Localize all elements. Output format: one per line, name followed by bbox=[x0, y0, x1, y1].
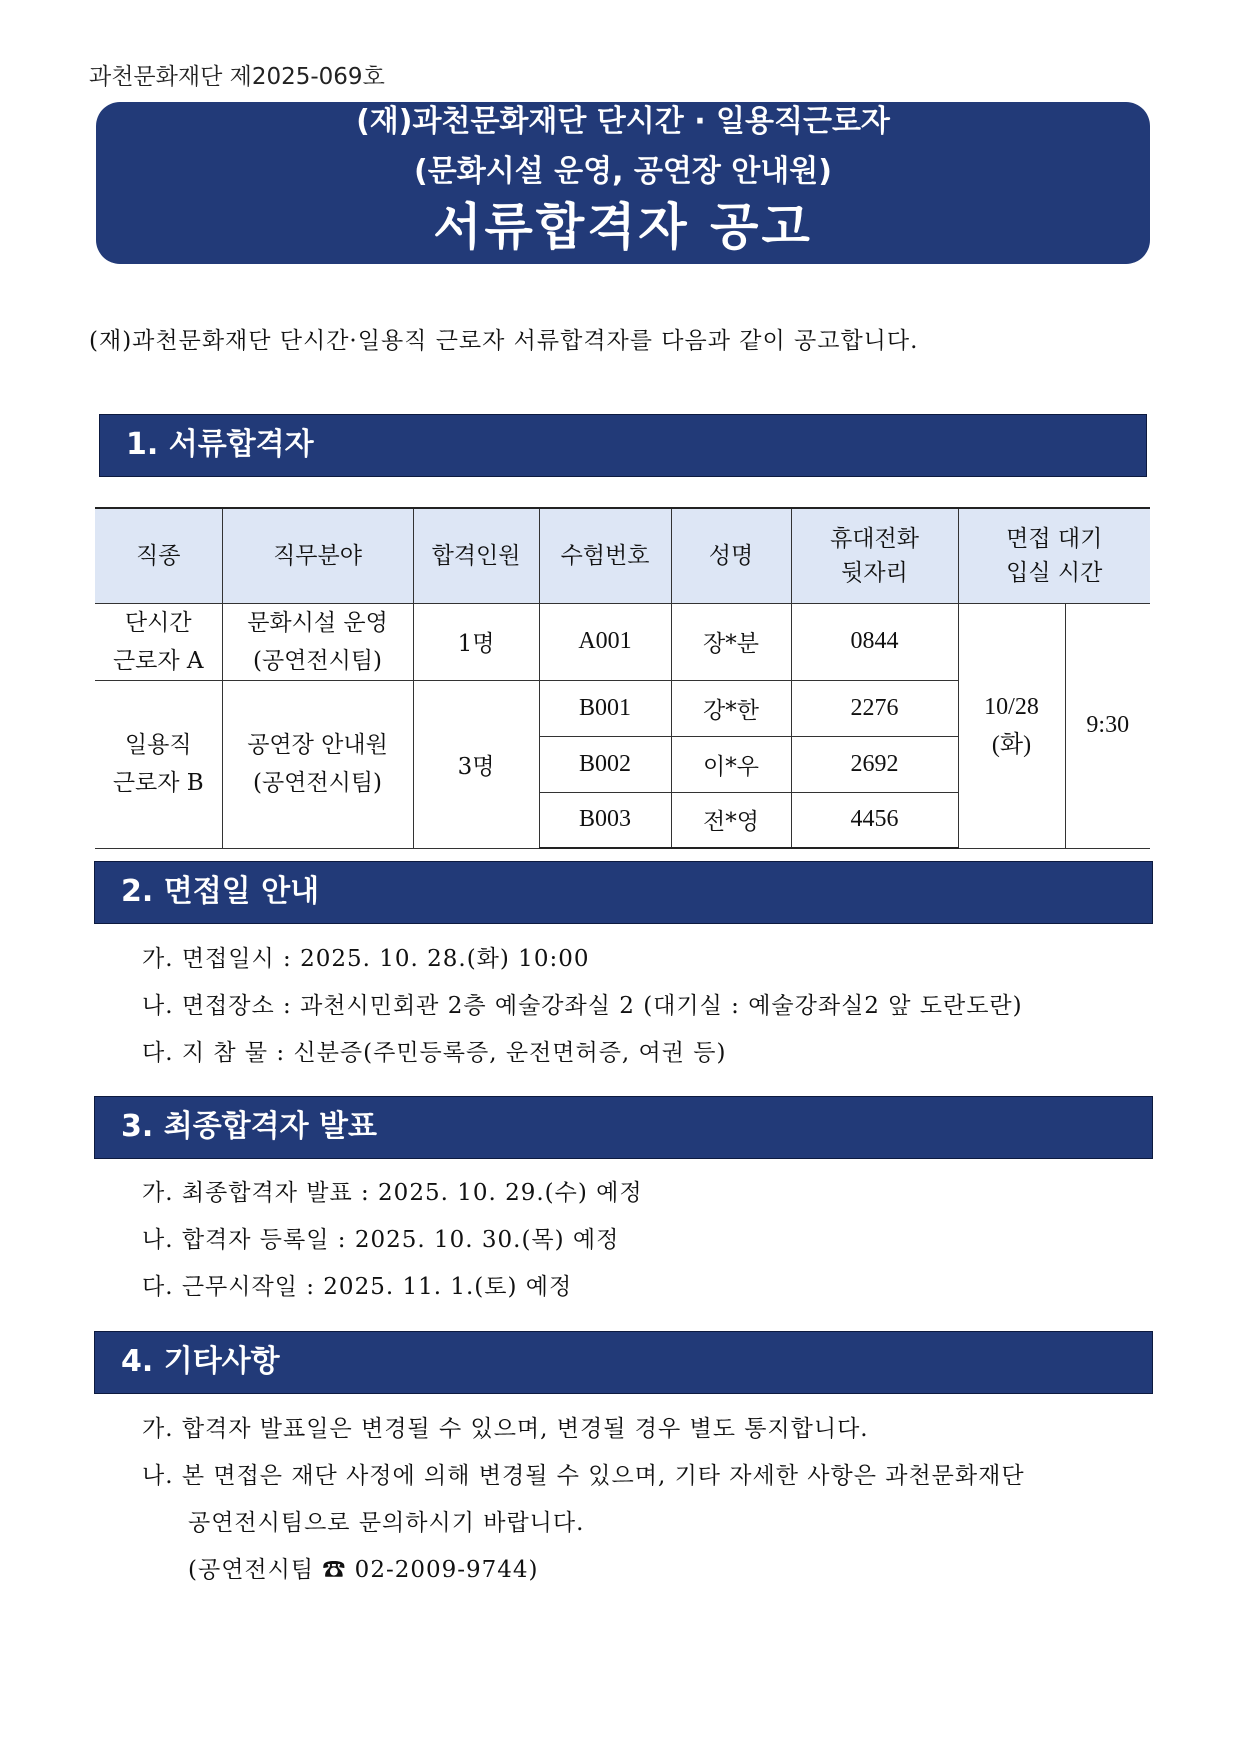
exam-no-cell: B001 bbox=[539, 680, 671, 736]
header-phone bbox=[791, 508, 958, 603]
interview-weekday: (화) bbox=[991, 731, 1032, 758]
exam-no-cell: B002 bbox=[539, 736, 671, 792]
interview-date-cell bbox=[958, 603, 1065, 848]
results-table bbox=[95, 507, 1150, 849]
name-cell: 장*분 bbox=[671, 603, 791, 680]
phone-cell: 2276 bbox=[791, 680, 958, 736]
header-phone-line1: 휴대전화 bbox=[830, 525, 919, 552]
other-info-list bbox=[142, 1406, 1025, 1594]
interview-date: 10/28 bbox=[984, 693, 1039, 720]
job-type-line2: 근로자 A bbox=[112, 647, 204, 674]
list-item: 나. 본 면접은 재단 사정에 의해 변경될 수 있으며, 기타 자세한 사항은 과천문화재단 bbox=[142, 1463, 1025, 1489]
header-count: 합격인원 bbox=[413, 508, 539, 603]
job-type-line1: 일용직 bbox=[124, 732, 192, 758]
job-type-line1: 단시간 bbox=[124, 609, 192, 636]
section-header-results bbox=[99, 414, 1147, 477]
field-line1: 문화시설 운영 bbox=[247, 609, 388, 636]
list-item: 가. 합격자 발표일은 변경될 수 있으며, 변경될 경우 별도 통지합니다. bbox=[142, 1416, 869, 1442]
header-exam-no: 수험번호 bbox=[539, 508, 671, 603]
field-cell bbox=[222, 603, 413, 680]
job-type-line2: 근로자 B bbox=[112, 770, 204, 796]
header-name: 성명 bbox=[671, 508, 791, 603]
document-number: 과천문화재단 제2025-069호 bbox=[89, 64, 385, 90]
contact-info: (공연전시팀 ☎ 02-2009-9744) bbox=[188, 1557, 539, 1583]
banner-title-line1: (재)과천문화재단 단시간 · 일용직근로자 bbox=[356, 104, 890, 139]
interview-info-list bbox=[142, 936, 1023, 1077]
section-header-interview bbox=[94, 861, 1153, 924]
count-cell: 1명 bbox=[413, 603, 539, 680]
list-item: 공연전시팀으로 문의하시기 바랍니다. bbox=[188, 1510, 585, 1536]
table-row bbox=[95, 603, 1150, 680]
list-item: 다. 근무시작일 : 2025. 11. 1.(토) 예정 bbox=[142, 1274, 573, 1300]
exam-no-cell: B003 bbox=[539, 792, 671, 848]
header-interview-line2: 입실 시간 bbox=[1006, 559, 1103, 586]
job-type-cell bbox=[95, 603, 222, 680]
section-header-final bbox=[94, 1096, 1153, 1159]
name-cell: 전*영 bbox=[671, 792, 791, 848]
phone-cell: 4456 bbox=[791, 792, 958, 848]
count-cell: 3명 bbox=[413, 680, 539, 848]
header-field: 직무분야 bbox=[222, 508, 413, 603]
header-interview bbox=[958, 508, 1150, 603]
interview-time-cell: 9:30 bbox=[1065, 603, 1150, 848]
phone-cell: 0844 bbox=[791, 603, 958, 680]
list-item: 가. 최종합격자 발표 : 2025. 10. 29.(수) 예정 bbox=[142, 1180, 643, 1206]
table-header-row bbox=[95, 508, 1150, 603]
title-banner bbox=[96, 102, 1150, 264]
field-line1: 공연장 안내원 bbox=[247, 732, 388, 758]
section-title: 4. 기타사항 bbox=[121, 1344, 280, 1379]
section-title: 2. 면접일 안내 bbox=[121, 874, 320, 909]
section-title: 1. 서류합격자 bbox=[126, 427, 314, 462]
section-header-other bbox=[94, 1331, 1153, 1394]
header-interview-line1: 면접 대기 bbox=[1006, 525, 1103, 552]
list-item: 다. 지 참 물 : 신분증(주민등록증, 운전면허증, 여권 등) bbox=[142, 1040, 727, 1066]
header-phone-line2: 뒷자리 bbox=[841, 559, 908, 586]
list-item: 가. 면접일시 : 2025. 10. 28.(화) 10:00 bbox=[142, 946, 590, 972]
field-line2: (공연전시팀) bbox=[252, 647, 383, 674]
field-cell bbox=[222, 680, 413, 848]
field-line2: (공연전시팀) bbox=[252, 770, 383, 796]
exam-no-cell: A001 bbox=[539, 603, 671, 680]
section-title: 3. 최종합격자 발표 bbox=[121, 1109, 378, 1144]
list-item: 나. 면접장소 : 과천시민회관 2층 예술강좌실 2 (대기실 : 예술강좌실2 앞 도란도란) bbox=[142, 993, 1023, 1019]
banner-title-line2: (문화시설 운영, 공연장 안내원) bbox=[414, 154, 832, 189]
name-cell: 강*한 bbox=[671, 680, 791, 736]
phone-cell: 2692 bbox=[791, 736, 958, 792]
banner-title-main: 서류합격자 공고 bbox=[433, 198, 813, 256]
job-type-cell bbox=[95, 680, 222, 848]
final-info-list bbox=[142, 1170, 643, 1311]
list-item: 나. 합격자 등록일 : 2025. 10. 30.(목) 예정 bbox=[142, 1227, 620, 1253]
intro-text: (재)과천문화재단 단시간·일용직 근로자 서류합격자를 다음과 같이 공고합니다. bbox=[89, 328, 919, 354]
name-cell: 이*우 bbox=[671, 736, 791, 792]
header-job-type: 직종 bbox=[95, 508, 222, 603]
